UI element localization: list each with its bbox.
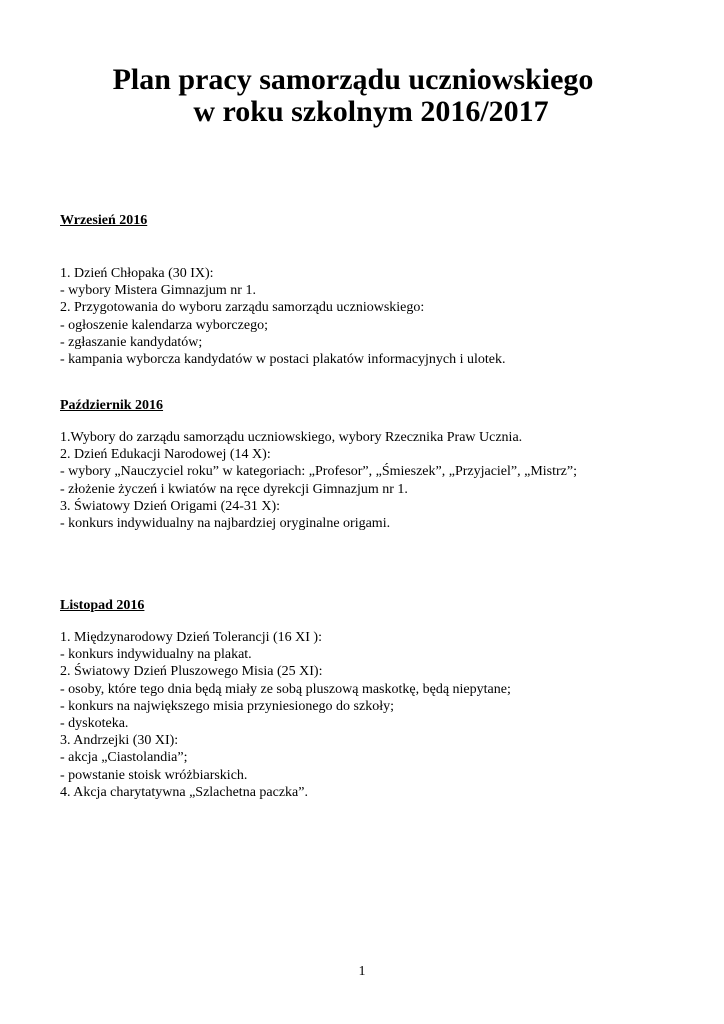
list-item: - dyskoteka.	[60, 716, 129, 732]
list-item: 3. Andrzejki (30 XI):	[60, 733, 179, 749]
section-november	[60, 597, 680, 801]
document-title	[0, 64, 724, 128]
list-item: - akcja „Ciastolandia”;	[60, 750, 188, 766]
list-item: 1.Wybory do zarządu samorządu uczniowskiego, wybory Rzecznika Praw Ucznia.	[60, 430, 523, 445]
list-item: - konkurs na największego misia przyniesionego do szkoły;	[60, 698, 394, 714]
list-item: 2. Dzień Edukacji Narodowej (14 X):	[60, 447, 271, 463]
list-item: 1. Międzynarodowy Dzień Tolerancji (16 XI ):	[60, 630, 322, 645]
list-item: 1. Dzień Chłopaka (30 IX):	[60, 266, 214, 281]
list-item: - kampania wyborcza kandydatów w postaci plakatów informacyjnych i ulotek.	[60, 352, 506, 368]
section-items	[60, 265, 680, 368]
section-heading: Październik 2016	[60, 398, 164, 413]
section-heading: Wrzesień 2016	[60, 213, 148, 228]
list-item: - wybory Mistera Gimnazjum nr 1.	[60, 283, 256, 299]
list-item: - konkurs indywidualny na najbardziej oryginalne origami.	[60, 516, 391, 532]
list-item: 3. Światowy Dzień Origami (24-31 X):	[60, 498, 281, 514]
list-item: - złożenie życzeń i kwiatów na ręce dyrekcji Gimnazjum nr 1.	[60, 481, 408, 497]
list-item: - powstanie stoisk wróżbiarskich.	[60, 767, 248, 783]
title-line-2: w roku szkolnym 2016/2017	[193, 95, 549, 128]
title-line-1: Plan pracy samorządu uczniowskiego	[112, 63, 594, 96]
list-item: - wybory „Nauczyciel roku” w kategoriach: „Profesor”, „Śmieszek”, „Przyjaciel”, „Mistrz”;	[60, 464, 577, 480]
section-october	[60, 397, 680, 532]
section-heading: Listopad 2016	[60, 598, 145, 613]
list-item: - ogłoszenie kalendarza wyborczego;	[60, 317, 268, 333]
list-item: - zgłaszanie kandydatów;	[60, 334, 203, 350]
list-item: - konkurs indywidualny na plakat.	[60, 647, 252, 663]
section-items	[60, 629, 680, 801]
list-item: 2. Światowy Dzień Pluszowego Misia (25 XI):	[60, 664, 323, 680]
page-number: 1	[358, 964, 366, 979]
list-item: 2. Przygotowania do wyboru zarządu samorządu uczniowskiego:	[60, 300, 425, 316]
section-september	[60, 212, 680, 368]
list-item: - osoby, które tego dnia będą miały ze sobą pluszową maskotkę, będą niepytane;	[60, 681, 511, 697]
section-items	[60, 429, 680, 532]
list-item: 4. Akcja charytatywna „Szlachetna paczka”.	[60, 784, 308, 800]
